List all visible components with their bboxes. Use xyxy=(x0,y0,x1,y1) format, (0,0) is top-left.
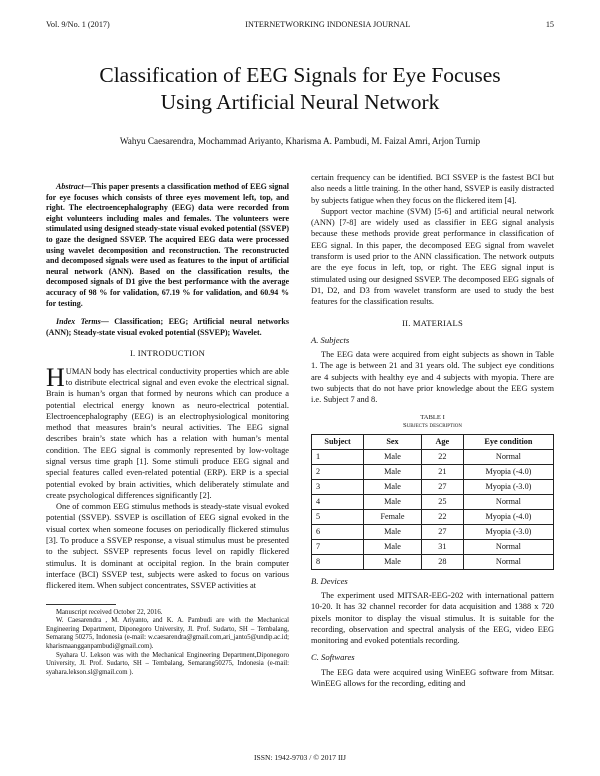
table-header-cell: Subject xyxy=(312,434,364,449)
left-column xyxy=(46,182,289,677)
subjects-table xyxy=(311,434,554,570)
table-cell: 22 xyxy=(421,449,463,464)
footnote-affiliation-2: Syahara U. Lekson was with the Mechanical Engineering Department,Diponegoro University, Jl. Prof. Sudarto, SH – Tembalang, Semarang50275, Indonesia (e-mail: syahara.lekson.sl@gmail.com ). xyxy=(46,651,289,676)
title-line-2: Using Artificial Neural Network xyxy=(160,90,440,114)
table-body xyxy=(312,449,554,569)
index-terms-text: — Classification; EEG; Artificial neural networks (ANN); Steady-state visual evoked potential (SSVEP); Wavelet. xyxy=(46,317,289,337)
table-cell: Male xyxy=(364,449,422,464)
table-cell: 31 xyxy=(421,539,463,554)
table-row xyxy=(312,494,554,509)
footnote-divider xyxy=(46,604,116,605)
table-cell: 21 xyxy=(421,464,463,479)
section-heading-introduction: I. INTRODUCTION xyxy=(129,348,206,359)
table-cell: Normal xyxy=(463,449,553,464)
right-column xyxy=(311,172,554,689)
intro-paragraph-3: certain frequency can be identified. BCI SSVEP is the fastest BCI but also needs a little training. In the other hand, SSVEP is easily distracted by subjects fatigue when they focus on the flickered item [4]. xyxy=(311,173,554,205)
table-cell: 8 xyxy=(312,554,364,569)
table-cell: 6 xyxy=(312,524,364,539)
table-cell: 25 xyxy=(421,494,463,509)
table-cell: 1 xyxy=(312,449,364,464)
abstract xyxy=(46,182,289,309)
footnote-affiliation-1: W. Caesarendra , M. Ariyanto, and K. A. Pambudi are with the Mechanical Engineering Department, Diponegoro University, Jl. Prof. Sudarto, SH – Tembalang, Semarang 50275, Indonesia (e-mail: w.caesarendra@gmail.com,ari_janto5@undip.ac.id; kharismaangganpambudi@gmail.com). xyxy=(46,617,289,650)
header-page-number: 15 xyxy=(545,20,554,29)
softwares-paragraph: The EEG data were acquired using WinEEG software from Mitsar. WinEEG allows for the recording, editing and xyxy=(311,667,554,689)
subsection-devices: B. Devices xyxy=(311,575,348,586)
intro-paragraph-1-text: UMAN body has electrical conductivity properties which are able to distribute electrical signal and even evoke the electrical signal. Brain is human’s organ that formed by neurons which can produce a potential electrical energy known as neuro-electrical potential. Electroencephalography (EEG) is an electrophysiological monitoring method that measures brain’s neural activities. The EEG signal describes brain’s state which has a relation with human’s mental condition. The EEG signal is commonly represented by low-voltage signal versus time graph [1]. Some stimuli produce EEG signal and special features called even-related potential (ERP). ERP is a special potential evoked by brain activities, which deliberately stimulate and create psychological differences significantly [2]. xyxy=(46,366,289,500)
table-header-cell: Age xyxy=(421,434,463,449)
table-cell: 28 xyxy=(421,554,463,569)
table-cell: Normal xyxy=(463,494,553,509)
footnote-received: Manuscript received October 22, 2016. xyxy=(56,608,163,616)
table-subcaption: Subjects description xyxy=(403,421,462,429)
subsection-softwares: C. Softwares xyxy=(311,652,355,663)
page-footer: ISSN: 1942-9703 / © 2017 IIJ xyxy=(253,753,347,762)
table-row xyxy=(312,539,554,554)
table-cell: Normal xyxy=(463,539,553,554)
title-line-1: Classification of EEG Signals for Eye Focuses xyxy=(99,63,501,87)
table-cell: 27 xyxy=(421,479,463,494)
paper-title xyxy=(40,62,560,116)
table-caption: TABLE I xyxy=(420,413,445,421)
header-journal: INTERNETWORKING INDONESIA JOURNAL xyxy=(245,20,411,29)
table-cell: 5 xyxy=(312,509,364,524)
table-row xyxy=(312,449,554,464)
intro-paragraph-1 xyxy=(46,362,289,502)
drop-cap: H xyxy=(46,362,65,392)
intro-paragraph-2: One of common EEG stimulus methods is steady-state visual evoked potential (SSVEP). SSVEP is oscillation of EEG signal evoked in the visual cortex when someone focuses on periodically flickered stimulus [3]. To produce a SSVEP response, a visual stimulus must be presented to the subject. SSVEP represents focus level on rapidly flickered stimulus. It is dominant at occipital region. In the brain computer interface (BCI) SSVEP test, subjects were asked to focus on various flickered item. When subject concentrates, SSVEP activities at xyxy=(46,502,289,591)
table-cell: Myopia (-3.0) xyxy=(463,524,553,539)
author-list: Wahyu Caesarendra, Mochammad Ariyanto, Kharisma A. Pambudi, M. Faizal Amri, Arjon Turnip xyxy=(119,136,481,146)
table-cell: Myopia (-4.0) xyxy=(463,509,553,524)
table-cell: 2 xyxy=(312,464,364,479)
table-cell: Myopia (-3.0) xyxy=(463,479,553,494)
index-terms-label: Index Terms xyxy=(56,317,101,327)
section-heading-materials: II. MATERIALS xyxy=(402,317,463,328)
abstract-label: Abstract xyxy=(56,182,84,191)
abstract-text: —This paper presents a classification method of EEG signal for eye focuses which consists of three eyes movement left, top, and right. The electroencephalography (EEG) data were recorded from eight volunteers including males and females. The volunteers were stimulated using designed steady-state visual evoked potential (SSVEP) to gaze the designed SSVEP. The acquired EEG data were processed using wavelet decomposition and reconstruction. The reconstructed and decomposed signals were used as features to the input of artificial neural network (ANN). Based on the classification results, the decomposed signals of D1 give the best performance with the average accuracy of 98 % for validation, 67.19 % for validation, and 60.94 % for testing. xyxy=(46,182,289,308)
intro-paragraph-4: Support vector machine (SVM) [5-6] and artificial neural network (ANN) [7-8] are widely used as classifier in EEG signal analysis because these methods provide great performance in classification of EEG signal. In this paper, the decomposed EEG signal from wavelet transform is used prior to the ANN classification. The network outputs are the eye focus in left, top, or right. The EEG signal input is stimulated using our designed SSVEP. The decomposed EEG signals of D1, D2, and D3 from wavelet transform are used to study the best features for the classification results. xyxy=(311,206,554,307)
table-row xyxy=(312,464,554,479)
subjects-paragraph: The EEG data were acquired from eight subjects as shown in Table 1. The age is between 21 and 31 years old. The subject eye conditions are 4 subjects with healthy eye and 4 subjects with myopia. There are two subjects that do not have prior knowledge about the EEG system i.e. Subject 7 and 8. xyxy=(311,350,554,405)
table-cell: Male xyxy=(364,479,422,494)
table-header-cell: Sex xyxy=(364,434,422,449)
table-row xyxy=(312,509,554,524)
table-cell: Normal xyxy=(463,554,553,569)
table-cell: 27 xyxy=(421,524,463,539)
table-header-row xyxy=(312,434,554,449)
table-cell: Male xyxy=(364,539,422,554)
table-cell: Male xyxy=(364,494,422,509)
table-header-cell: Eye condition xyxy=(463,434,553,449)
running-header xyxy=(46,20,554,32)
table-row xyxy=(312,554,554,569)
table-row xyxy=(312,479,554,494)
devices-paragraph: The experiment used MITSAR-EEG-202 with international pattern 10-20. It has 32 channel recorder for data acquisition and 1388 x 720 pixels monitor to display the visual stimulus. It is suitable for the recording, observation and spectral analysis of the EEG, video EEG monitoring and evoked potentials recording. xyxy=(311,590,554,646)
table-cell: 3 xyxy=(312,479,364,494)
table-cell: Male xyxy=(364,524,422,539)
table-cell: 7 xyxy=(312,539,364,554)
table-cell: Male xyxy=(364,464,422,479)
table-cell: Female xyxy=(364,509,422,524)
subsection-subjects: A. Subjects xyxy=(311,334,350,345)
table-cell: 22 xyxy=(421,509,463,524)
header-volume: Vol. 9/No. 1 (2017) xyxy=(46,20,110,29)
table-cell: Male xyxy=(364,554,422,569)
index-terms xyxy=(46,317,289,338)
table-cell: 4 xyxy=(312,494,364,509)
table-row xyxy=(312,524,554,539)
table-cell: Myopia (-4.0) xyxy=(463,464,553,479)
